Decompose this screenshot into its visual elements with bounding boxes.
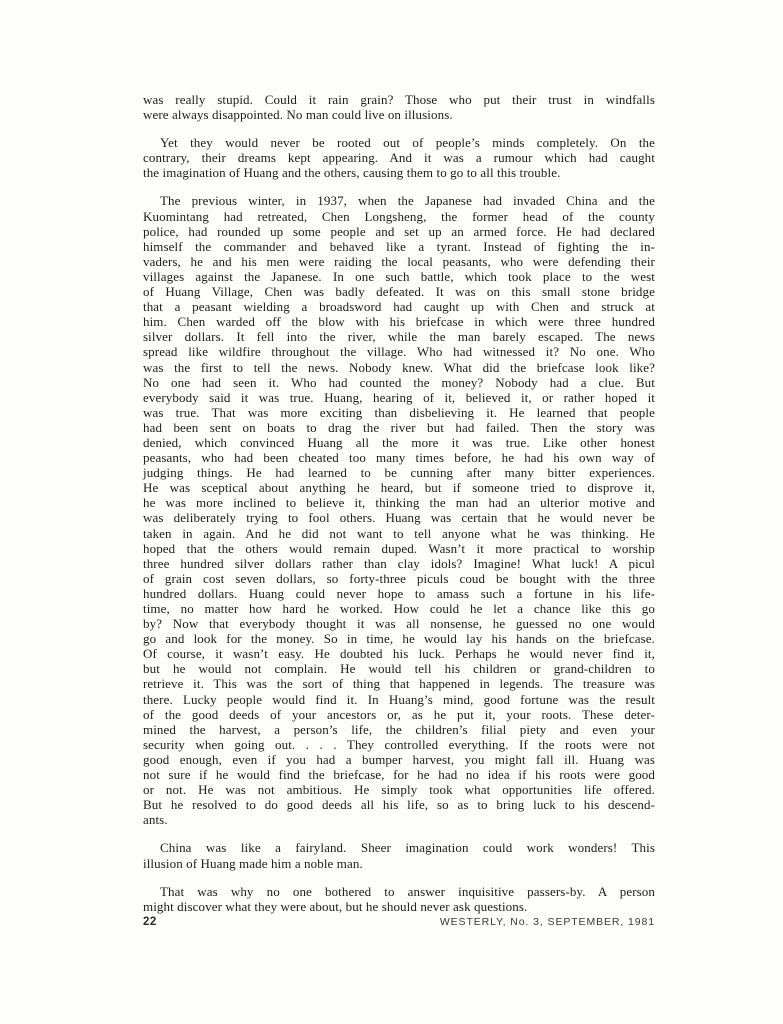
- text-line: were always disappointed. No man could live on illusions.: [143, 107, 453, 123]
- text-line: was true. That was more exciting than disbelieving it. He learned that people: [143, 404, 655, 420]
- text-line: denied, which convinced Huang all the more it was true. Like other honest: [143, 434, 655, 450]
- text-line: But he resolved to do good deeds all his life, so as to bring luck to his descend-: [143, 797, 655, 813]
- page-footer: [143, 916, 655, 928]
- page-number: 22: [143, 916, 157, 928]
- text-line: himself the commander and behaved like a tyrant. Instead of fighting the in-: [143, 238, 655, 254]
- text-line: security when going out. . . . They controlled everything. If the roots were not: [143, 736, 655, 752]
- paragraph: [143, 193, 655, 827]
- text-line: hundred dollars. Huang could never hope to amass such a fortune in his life-: [143, 585, 655, 601]
- text-line: of Huang Village, Chen was badly defeated. It was on this small stone bridge: [143, 284, 655, 300]
- text-line: Of course, it wasn’t easy. He doubted his luck. Perhaps he would never find it,: [143, 646, 655, 662]
- text-line: spread like wildfire throughout the village. Who had witnessed it? No one. Who: [143, 344, 655, 360]
- text-line: was deliberately trying to fool others. Huang was certain that he would never be: [143, 510, 655, 526]
- text-line: peasants, who had been cheated too many times before, he had his own way of: [143, 450, 655, 466]
- text-line: No one had seen it. Who had counted the money? Nobody had a clue. But: [143, 374, 655, 390]
- text-line: of the good deeds of your ancestors or, as he put it, your roots. These deter-: [143, 706, 655, 722]
- text-line: had been sent on boats to drag the river but had failed. Then the story was: [143, 419, 655, 435]
- text-line: silver dollars. It fell into the river, while the man barely escaped. The news: [143, 329, 655, 345]
- text-line: taken in again. And he did not want to tell anyone what he was thinking. He: [143, 525, 655, 541]
- text-line: was really stupid. Could it rain grain? Those who put their trust in windfalls: [143, 92, 655, 107]
- text-line: mined the harvest, a person’s life, the children’s filial piety and even your: [143, 721, 655, 737]
- text-line: vaders, he and his men were raiding the local peasants, who were defending their: [143, 253, 655, 269]
- text-line: him. Chen warded off the blow with his briefcase in which were three hundred: [143, 314, 655, 330]
- text-line: that a peasant wielding a broadsword had caught up with Chen and struck at: [143, 299, 655, 315]
- text-line: illusion of Huang made him a noble man.: [143, 855, 363, 871]
- text-line: or not. He was not ambitious. He simply took what opportunities life offered.: [143, 782, 655, 798]
- text-line: judging things. He had learned to be cunning after many bitter experiences.: [143, 465, 655, 481]
- text-line: the imagination of Huang and the others, causing them to go to all this trouble.: [143, 165, 561, 181]
- paragraph: [143, 884, 655, 914]
- text-line: Yet they would never be rooted out of people’s minds completely. On the: [160, 135, 655, 151]
- text-line: time, no matter how hard he worked. How could he let a chance like this go: [143, 601, 655, 616]
- text-line: was the first to tell the news. Nobody knew. What did the briefcase look like?: [143, 359, 655, 375]
- text-line: contrary, their dreams kept appearing. And it was a rumour which had caught: [143, 150, 655, 166]
- text-column: [143, 92, 655, 927]
- text-line: ants.: [143, 812, 168, 828]
- text-line: hoped that the others would remain duped. Wasn’t it more practical to worship: [143, 540, 655, 556]
- text-line: That was why no one bothered to answer inquisitive passers-by. A person: [160, 883, 655, 899]
- text-line: The previous winter, in 1937, when the Japanese had invaded China and the: [160, 193, 655, 209]
- text-line: retrieve it. This was the sort of thing that happened in legends. The treasure was: [143, 676, 655, 692]
- text-line: there. Lucky people would find it. In Huang’s mind, good fortune was the result: [143, 691, 655, 707]
- text-line: of grain cost seven dollars, so forty-three piculs coud be bought with the three: [143, 570, 655, 586]
- text-line: might discover what they were about, but he should never ask questions.: [143, 898, 528, 914]
- text-line: go and look for the money. So in time, he would lay his hands on the briefcase.: [143, 631, 655, 647]
- text-line: not sure if he would find the briefcase, for he had no idea if his roots were good: [143, 767, 655, 783]
- text-line: but he would not complain. He would tell his children or grand-children to: [143, 661, 655, 677]
- journal-citation: WESTERLY, No. 3, SEPTEMBER, 1981: [439, 916, 655, 928]
- text-line: Kuomintang had retreated, Chen Longsheng, the former head of the county: [143, 208, 655, 224]
- text-line: He was sceptical about anything he heard, but if someone tried to disprove it,: [143, 480, 655, 496]
- paragraph: [143, 840, 655, 870]
- text-line: everybody said it was true. Huang, hearing of it, believed it, or rather hoped it: [143, 389, 655, 405]
- text-line: three hundred silver dollars rather than clay idols? Imagine! What luck! A picul: [143, 555, 655, 571]
- text-line: by? Now that everybody thought it was all nonsense, he guessed no one would: [143, 616, 655, 632]
- paragraph: [143, 92, 655, 122]
- paragraph: [143, 135, 655, 180]
- text-line: he was more inclined to believe it, thinking the man had an ulterior motive and: [143, 495, 655, 511]
- text-line: China was like a fairyland. Sheer imagination could work wonders! This: [160, 840, 655, 856]
- text-line: good enough, even if you had a bumper harvest, you might fall ill. Huang was: [143, 751, 655, 767]
- text-line: villages against the Japanese. In one such battle, which took place to the west: [143, 268, 655, 284]
- text-line: police, had rounded up some people and set up an armed force. He had declared: [143, 223, 655, 239]
